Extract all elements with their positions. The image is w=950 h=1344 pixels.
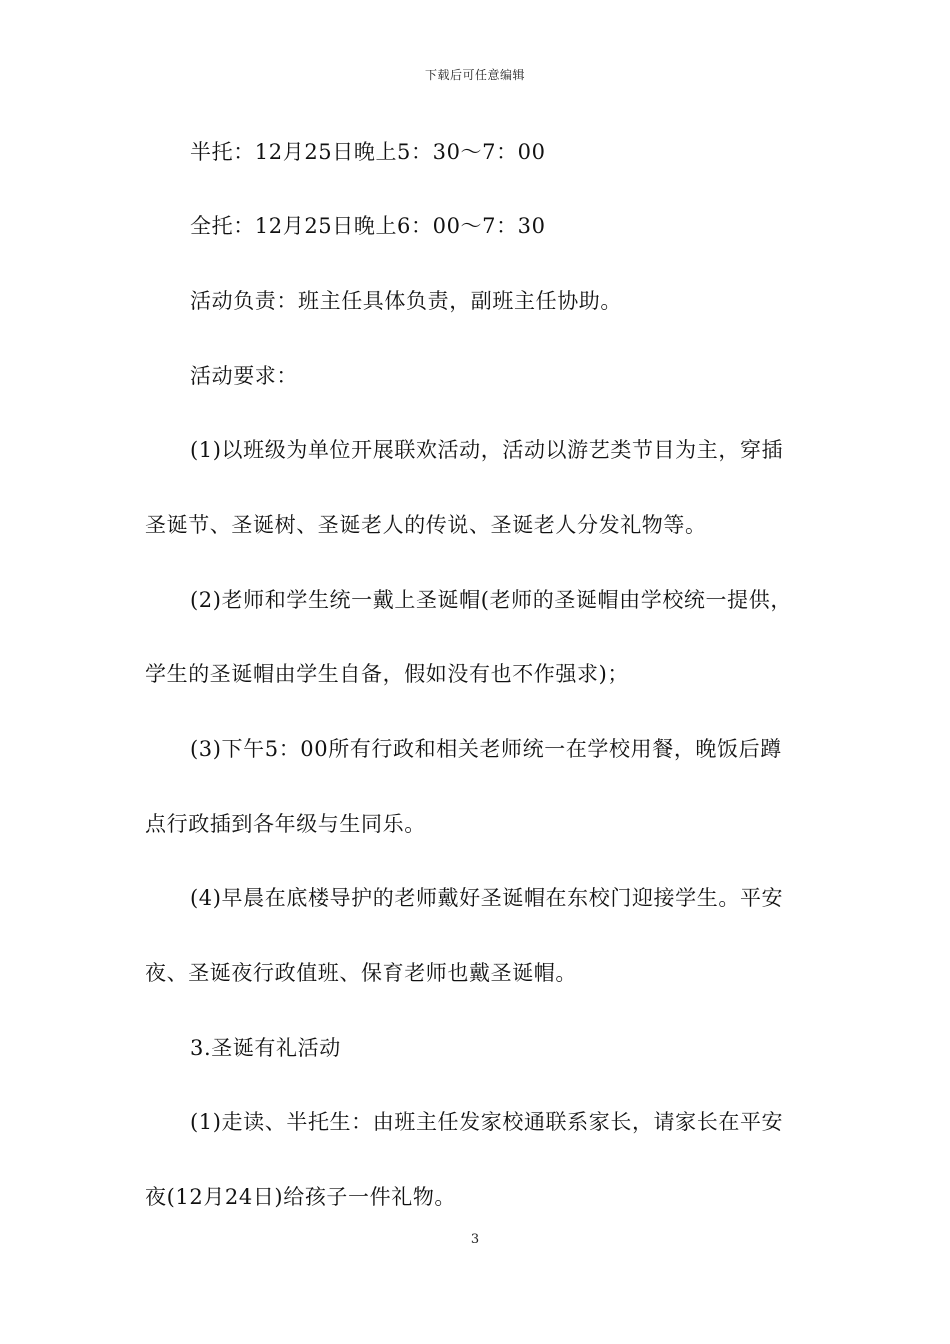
body-line-6: 圣诞节、圣诞树、圣诞老人的传说、圣诞老人分发礼物等。 — [145, 513, 707, 537]
section-heading: 3.圣诞有礼活动 — [190, 1036, 341, 1060]
body-line-11: (4)早晨在底楼导护的老师戴好圣诞帽在东校门迎接学生。平安 — [190, 886, 784, 910]
body-line-15: 夜(12月24日)给孩子一件礼物。 — [145, 1185, 457, 1209]
body-line-7: (2)老师和学生统一戴上圣诞帽(老师的圣诞帽由学校统一提供， — [190, 588, 792, 612]
body-line-1: 半托：12月25日晚上5：30～7：00 — [190, 140, 546, 164]
body-line-10: 点行政插到各年级与生同乐。 — [145, 812, 426, 836]
body-line-14: (1)走读、半托生：由班主任发家校通联系家长，请家长在平安 — [190, 1110, 784, 1134]
body-line-5: (1)以班级为单位开展联欢活动，活动以游艺类节目为主，穿插 — [190, 438, 784, 462]
body-line-4: 活动要求： — [190, 364, 298, 388]
body-line-3: 活动负责：班主任具体负责，副班主任协助。 — [190, 289, 622, 313]
body-line-9: (3)下午5：00所有行政和相关老师统一在学校用餐，晚饭后蹲 — [190, 737, 782, 761]
page-header: 下载后可任意编辑 — [424, 68, 525, 82]
page-number: 3 — [470, 1232, 480, 1247]
body-line-2: 全托：12月25日晚上6：00～7：30 — [190, 214, 546, 238]
body-line-12: 夜、圣诞夜行政值班、保育老师也戴圣诞帽。 — [145, 961, 577, 985]
body-line-8: 学生的圣诞帽由学生自备，假如没有也不作强求)； — [145, 662, 629, 686]
